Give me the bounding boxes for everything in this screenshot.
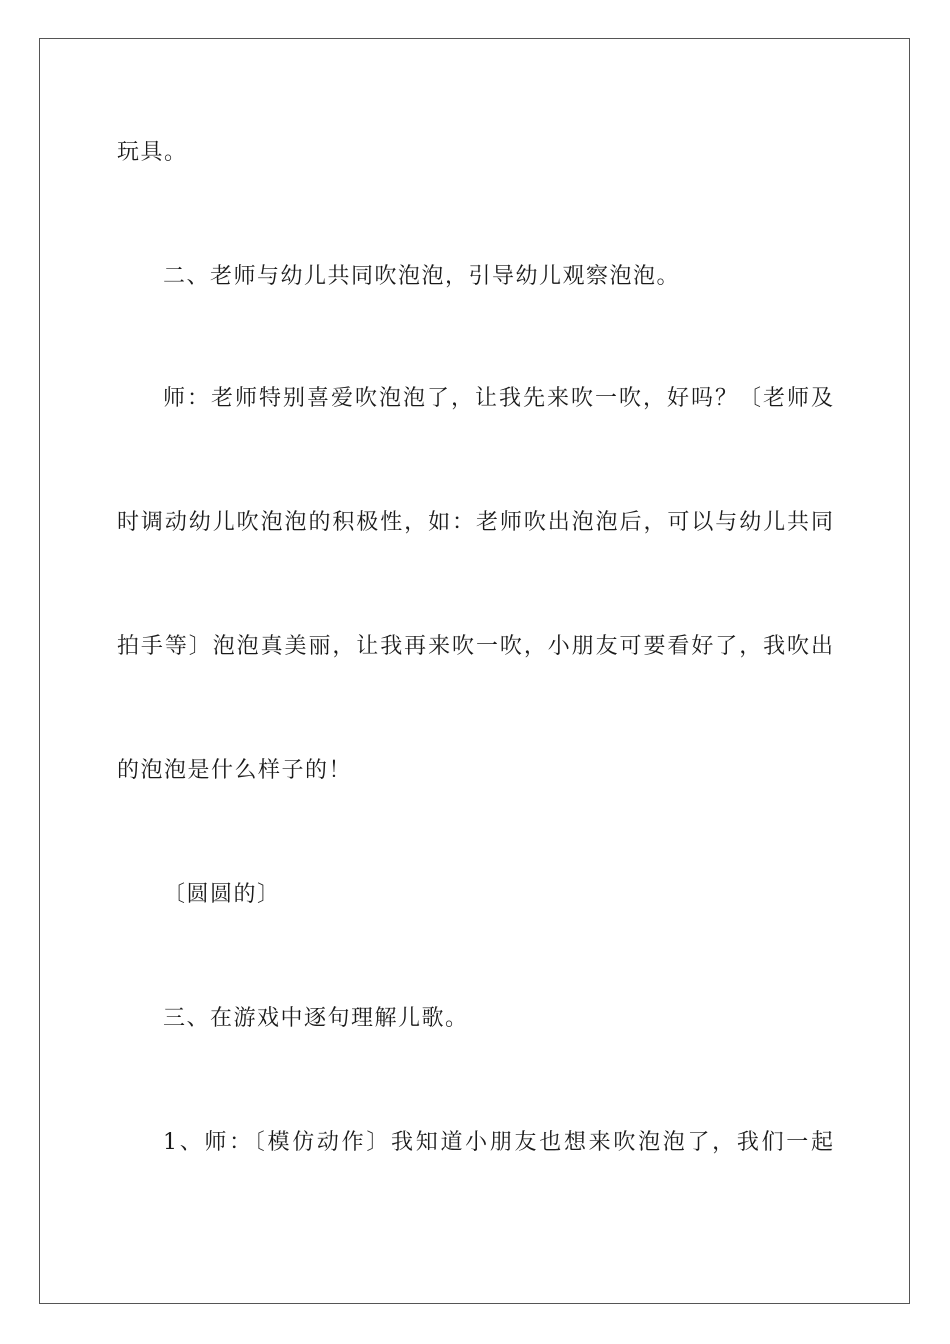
- page-border: [39, 38, 910, 1304]
- paragraph-teacher-line-4: 的泡泡是什么样子的！: [117, 758, 353, 783]
- paragraph-teacher-line-1: 师：老师特别喜爱吹泡泡了，让我先来吹一吹，好吗？〔老师及: [163, 386, 833, 411]
- answer-line: 〔圆圆的〕: [163, 882, 281, 907]
- step-1-line: 1、师：〔模仿动作〕我知道小朋友也想来吹泡泡了，我们一起: [163, 1130, 833, 1155]
- section-heading-2: 二、老师与幼儿共同吹泡泡，引导幼儿观察泡泡。: [163, 264, 681, 289]
- paragraph-teacher-line-3: 拍手等〕泡泡真美丽，让我再来吹一吹，小朋友可要看好了，我吹出: [117, 634, 833, 659]
- section-heading-3: 三、在游戏中逐句理解儿歌。: [163, 1006, 469, 1031]
- paragraph-teacher-line-2: 时调动幼儿吹泡泡的积极性，如：老师吹出泡泡后，可以与幼儿共同: [117, 510, 833, 535]
- text-line-1: 玩具。: [117, 140, 188, 165]
